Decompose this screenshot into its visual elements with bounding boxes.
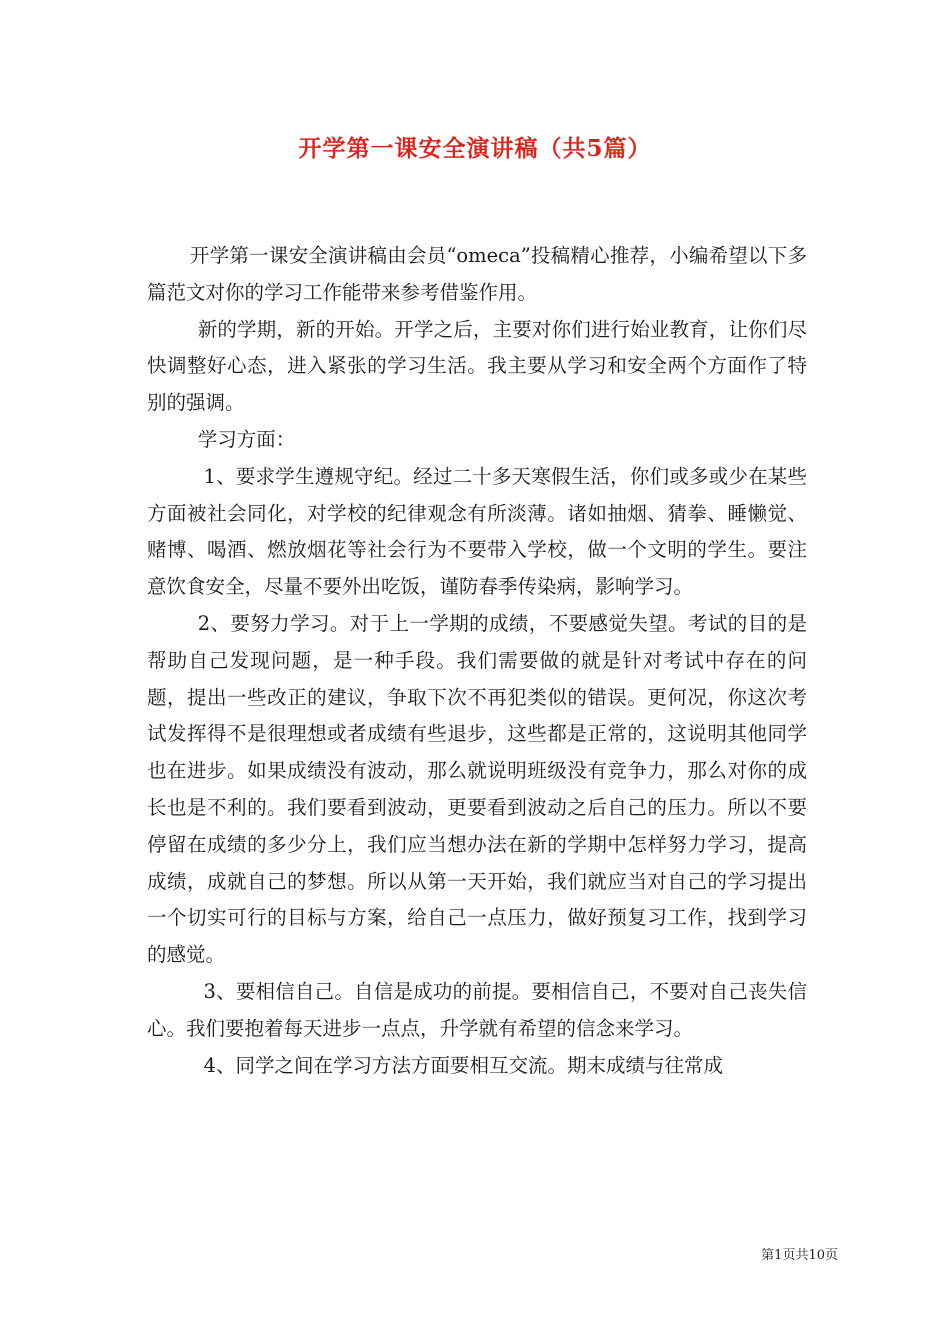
point-3-paragraph: 3、要相信自己。自信是成功的前提。要相信自己，不要对自己丧失信心。我们要抱着每天进步一点点，升学就有希望的信念来学习。	[147, 979, 807, 1040]
point-4-paragraph: 4、同学之间在学习方法方面要相互交流。期末成绩与往常成	[203, 1053, 723, 1077]
intro-paragraph: 开学第一课安全演讲稿由会员“omeca”投稿精心推荐，小编希望以下多篇范文对你的学习工作能带来参考借鉴作用。	[147, 244, 807, 304]
document-body	[147, 238, 807, 1084]
point-2-paragraph: 2、要努力学习。对于上一学期的成绩，不要感觉失望。考试的目的是帮助自己发现问题，是一种手段。我们需要做的就是针对考试中存在的问题，提出一些改正的建议，争取下次不再犯类似的错误。更何况，你这次考试发挥得不是很理想或者成绩有些退步，这些都是正常的，这说明其他同学也在进步。如果成绩没有波动，那么就说明班级没有竞争力，那么对你的成长也是不利的。我们要看到波动，更要看到波动之后自己的压力。所以不要停留在成绩的多少分上，我们应当想办法在新的学期中怎样努力学习，提高成绩，成就自己的梦想。所以从第一天开始，我们就应当对自己的学习提出一个切实可行的目标与方案，给自己一点压力，做好预复习工作，找到学习的感觉。	[147, 611, 807, 967]
document-title: 开学第一课安全演讲稿（共5篇）	[298, 135, 652, 162]
section-heading-study: 学习方面：	[197, 427, 296, 451]
opening-paragraph: 新的学期，新的开始。开学之后，主要对你们进行始业教育，让你们尽快调整好心态，进入紧张的学习生活。我主要从学习和安全两个方面作了特别的强调。	[147, 317, 807, 415]
point-1-paragraph: 1、要求学生遵规守纪。经过二十多天寒假生活，你们或多或少在某些方面被社会同化，对学校的纪律观念有所淡薄。诸如抽烟、猜拳、睡懒觉、赌博、喝酒、燃放烟花等社会行为不要带入学校，做一个文明的学生。要注意饮食安全，尽量不要外出吃饭，谨防春季传染病，影响学习。	[147, 464, 807, 599]
page-number: 第1页共10页	[761, 1248, 838, 1263]
